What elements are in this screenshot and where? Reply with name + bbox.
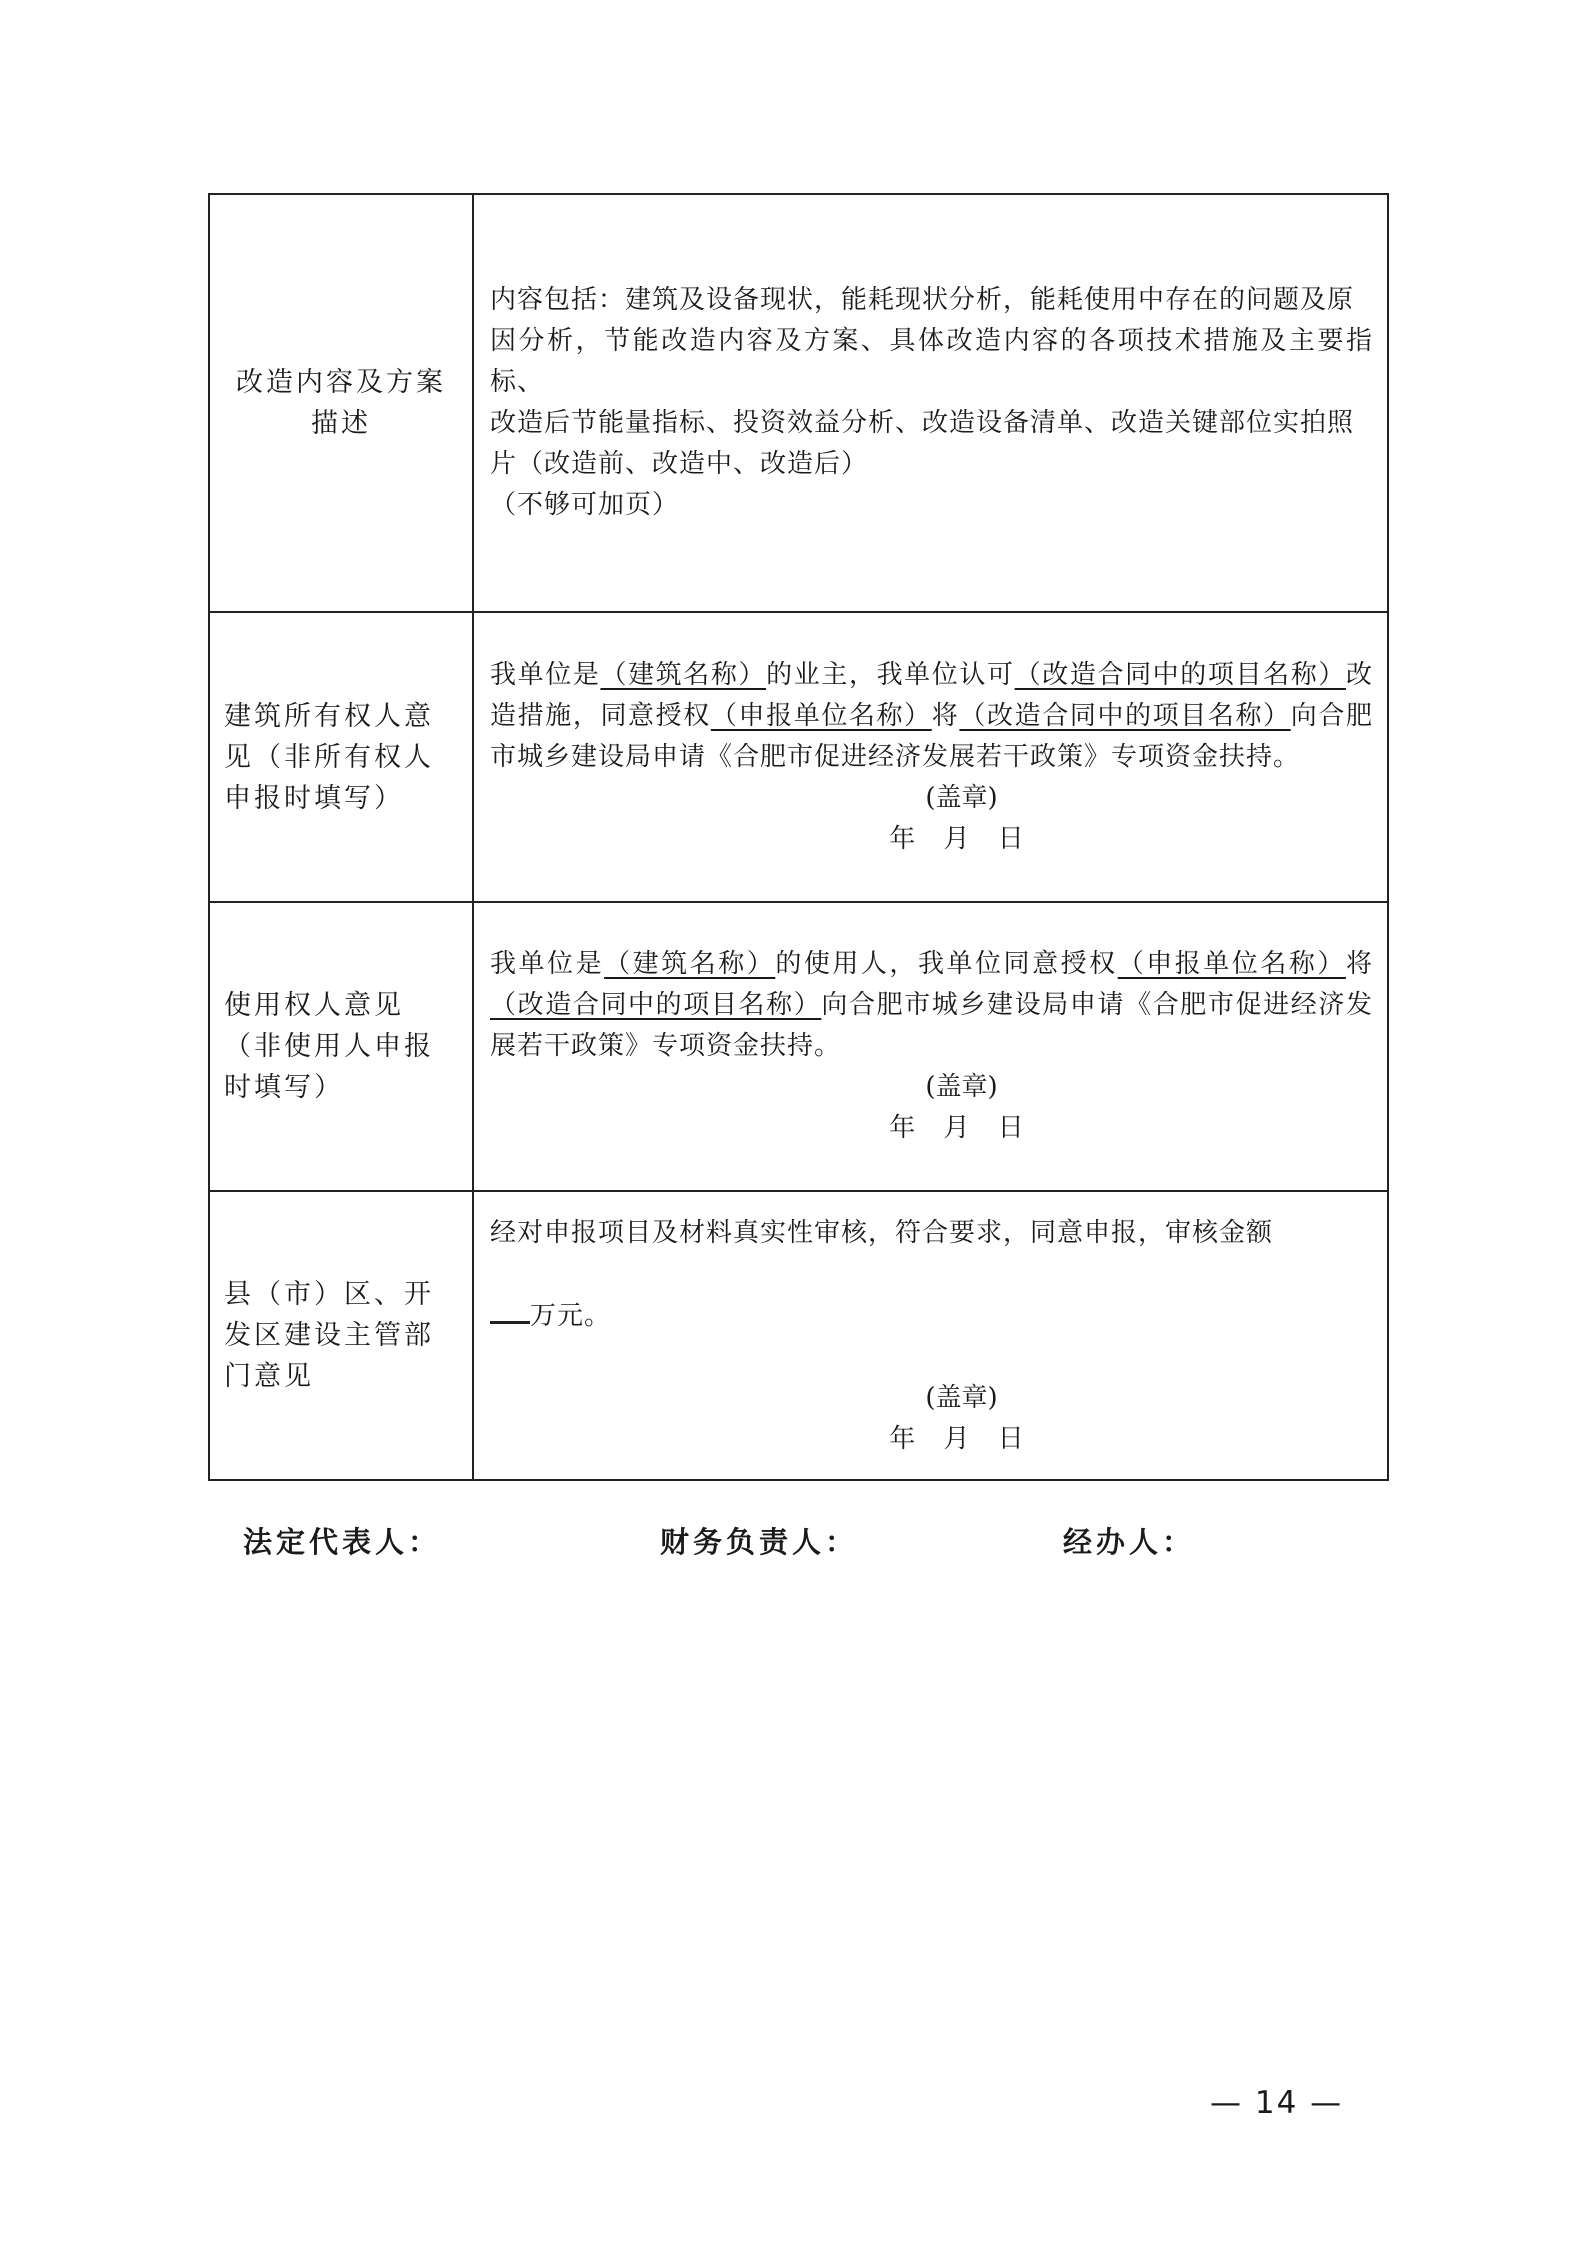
content-cell [473, 1191, 1388, 1480]
statement-text: 将 [1345, 949, 1373, 979]
table-row-department-opinion [209, 1191, 1388, 1480]
row-label-department-opinion: 县（市）区、开发区建设主管部门意见 [224, 1279, 434, 1392]
label-cell [209, 612, 473, 902]
content-cell [473, 612, 1388, 902]
seal-label: (盖章) [925, 1072, 998, 1102]
content-cell [473, 194, 1388, 612]
date-label: 年 月 日 [889, 1423, 1034, 1454]
statement-text: 我单位是 [490, 949, 605, 979]
renovation-description [490, 280, 1373, 526]
applicant-name-blank: （申报单位名称） [710, 700, 932, 731]
project-name-blank: （改造合同中的项目名称） [490, 990, 822, 1020]
seal-block [490, 778, 1373, 860]
amount-blank [490, 1317, 530, 1324]
review-statement: 经对申报项目及材料真实性审核，符合要求，同意申报，审核金额 [490, 1217, 1274, 1248]
label-cell [209, 902, 473, 1191]
seal-block [490, 1378, 1373, 1460]
seal-label: (盖章) [925, 1382, 998, 1413]
label-cell [209, 194, 473, 612]
amount-line [490, 1295, 1373, 1338]
table-row-owner-opinion [209, 612, 1388, 902]
row-label-owner-opinion: 建筑所有权人意见（非所有权人申报时填写） [224, 700, 434, 814]
building-name-blank: （建筑名称） [600, 659, 767, 690]
table-row-user-opinion [209, 902, 1388, 1191]
department-opinion-text [490, 1212, 1373, 1338]
handler-label: 经办人： [1063, 1525, 1196, 1559]
description-line: （不够可加页） [490, 490, 680, 520]
user-opinion-text [490, 944, 1373, 1067]
statement-text: 的业主，我单位认可 [766, 659, 1015, 690]
statement-text: 我单位是 [490, 659, 601, 690]
owner-opinion-text [490, 655, 1373, 778]
legal-representative-label: 法定代表人： [243, 1525, 442, 1559]
statement-text: 改造措施，同意授权 [490, 659, 1373, 731]
description-line: 片（改造前、改造中、改造后） [490, 449, 869, 479]
signature-row [0, 1520, 1587, 1560]
description-line: 内容包括：建筑及设备现状，能耗现状分析，能耗使用中存在的问题及原 [490, 285, 1355, 315]
applicant-name-blank: （申报单位名称） [1117, 949, 1346, 979]
project-name-blank: （改造合同中的项目名称） [1014, 659, 1346, 690]
statement-text: 向合肥市城乡建设局申请《合肥市促进经济发展若干政策》专项资金扶持。 [490, 700, 1373, 772]
row-label-renovation: 改造内容及方案描述 [236, 367, 446, 439]
building-name-blank: （建筑名称） [604, 949, 776, 979]
label-cell [209, 1191, 473, 1480]
description-line: 改造后节能量指标、投资效益分析、改造设备清单、改造关键部位实拍照 [490, 408, 1355, 438]
seal-block [490, 1067, 1373, 1149]
finance-officer-label: 财务负责人： [660, 1525, 859, 1559]
table-row-renovation [209, 194, 1388, 612]
seal-label: (盖章) [925, 782, 998, 813]
content-cell [473, 902, 1388, 1191]
date-label: 年 月 日 [889, 1113, 1034, 1143]
date-label: 年 月 日 [889, 823, 1034, 854]
application-form-table [208, 193, 1389, 1481]
row-label-user-opinion: 使用权人意见（非使用人申报时填写） [224, 990, 434, 1103]
statement-text: 的使用人，我单位同意授权 [775, 949, 1118, 979]
statement-text: 将 [931, 700, 960, 731]
statement-text: 向合肥市城乡建设局申请《合肥市促进经济发展若干政策》专项资金扶持。 [490, 990, 1373, 1061]
amount-unit: 万元。 [530, 1300, 612, 1331]
project-name-blank: （改造合同中的项目名称） [959, 700, 1291, 731]
description-line: 因分析，节能改造内容及方案、具体改造内容的各项技术措施及主要指标、 [490, 326, 1373, 397]
page-number: — 14 — [1210, 2085, 1344, 2121]
